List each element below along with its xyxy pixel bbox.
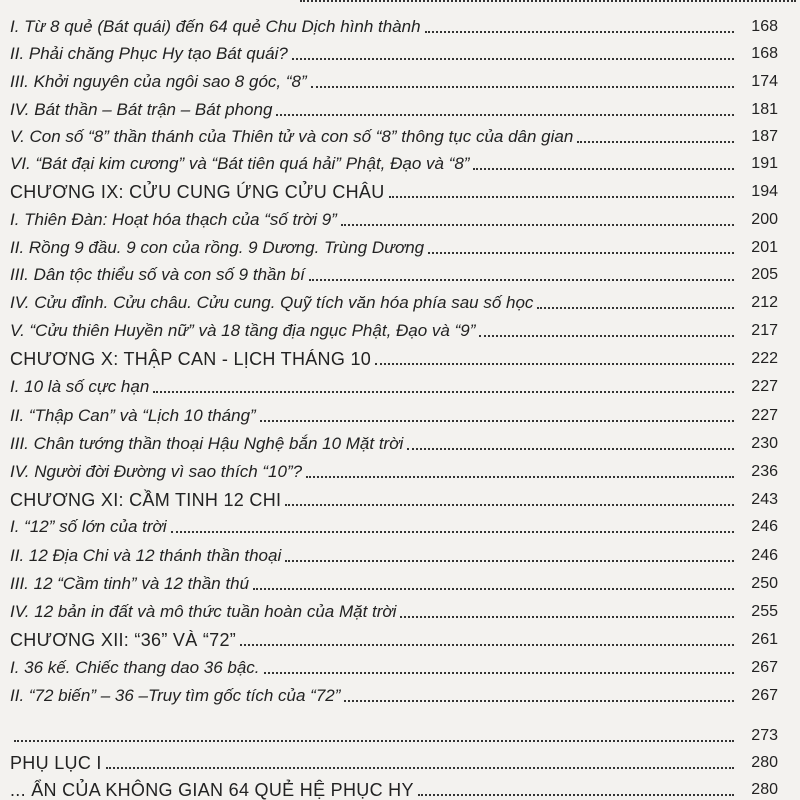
toc-entry-title: I. 10 là số cực hạn bbox=[10, 377, 150, 396]
toc-entry-title: I. “12” số lớn của trời bbox=[10, 517, 167, 536]
toc-section-row bbox=[0, 38, 800, 64]
toc-section-row bbox=[0, 94, 800, 120]
toc-entry-title: II. Rồng 9 đầu. 9 con của rồng. 9 Dương. Trùng Dương bbox=[10, 238, 425, 257]
toc-entry-title: VI. “Bát đại kim cương” và “Bát tiên quá hải” Phật, Đạo và “8” bbox=[10, 154, 470, 173]
dot-leader bbox=[577, 141, 734, 143]
toc-entry-title: I. 36 kế. Chiếc thang dao 36 bậc. bbox=[10, 658, 260, 677]
toc-page-number: 205 bbox=[751, 266, 778, 283]
toc-entry-title: PHỤ LỤC I bbox=[10, 753, 102, 773]
toc-section-row bbox=[0, 371, 800, 397]
toc-section-row bbox=[0, 315, 800, 341]
toc-page-number: 181 bbox=[751, 101, 778, 118]
toc-page-number: 255 bbox=[751, 603, 778, 620]
dot-leader bbox=[306, 476, 734, 478]
toc-section-row bbox=[0, 11, 800, 37]
dot-leader bbox=[428, 252, 734, 254]
toc-page-number: 201 bbox=[751, 239, 778, 256]
toc-page-number: 174 bbox=[751, 73, 778, 90]
toc-page-number: 168 bbox=[751, 45, 778, 62]
toc-section-row bbox=[0, 680, 800, 706]
dot-leader bbox=[311, 86, 734, 88]
toc-section-row bbox=[0, 259, 800, 285]
toc-page-number: 273 bbox=[751, 727, 778, 744]
dot-leader bbox=[292, 58, 734, 60]
toc-page-number: 246 bbox=[751, 547, 778, 564]
toc-section-row bbox=[0, 204, 800, 230]
toc-entry-title: CHƯƠNG IX: CỬU CUNG ỨNG CỬU CHÂU bbox=[10, 182, 385, 202]
dot-leader bbox=[171, 531, 734, 533]
toc-page-number: 227 bbox=[751, 378, 778, 395]
toc-section-row bbox=[0, 400, 800, 426]
toc-page-number: 280 bbox=[751, 781, 778, 798]
toc-entry-title: II. Phải chăng Phục Hy tạo Bát quái? bbox=[10, 44, 288, 63]
dot-leader bbox=[106, 767, 734, 769]
dot-leader bbox=[285, 560, 734, 562]
toc-entry-title: I. Thiên Đàn: Hoạt hóa thạch của “số trời 9” bbox=[10, 210, 337, 229]
toc-entry-title: CHƯƠNG XII: “36” VÀ “72” bbox=[10, 630, 237, 650]
toc-entry-title: IV. Bát thần – Bát trận – Bát phong bbox=[10, 100, 273, 119]
dot-leader bbox=[473, 168, 734, 170]
toc-page-number: 250 bbox=[751, 575, 778, 592]
toc-entry-title: V. Con số “8” thần thánh của Thiên tử và con số “8” thông tục của dân gian bbox=[10, 127, 574, 146]
toc-entry-title: IV. Người đời Đường vì sao thích “10”? bbox=[10, 462, 303, 481]
toc-entry-title: V. “Cửu thiên Huyền nữ” và 18 tầng địa ngục Phật, Đạo và “9” bbox=[10, 321, 476, 340]
toc-page-number: 261 bbox=[751, 631, 778, 648]
dot-leader bbox=[300, 0, 796, 2]
toc-chapter-row bbox=[0, 774, 800, 800]
toc-page-number: 230 bbox=[751, 435, 778, 452]
dot-leader bbox=[14, 740, 734, 742]
toc-page-number: 243 bbox=[751, 491, 778, 508]
toc-page-number: 217 bbox=[751, 322, 778, 339]
toc-page-number: 267 bbox=[751, 687, 778, 704]
toc-section-row bbox=[0, 540, 800, 566]
dot-leader bbox=[389, 196, 734, 198]
toc-section-row bbox=[0, 652, 800, 678]
toc-page-number: 168 bbox=[751, 18, 778, 35]
dot-leader bbox=[407, 448, 734, 450]
toc-entry-title: CHƯƠNG X: THẬP CAN - LỊCH THÁNG 10 bbox=[10, 349, 372, 369]
dot-leader bbox=[260, 420, 734, 422]
toc-section-row bbox=[0, 148, 800, 174]
toc-section-row bbox=[0, 596, 800, 622]
toc-section-row bbox=[0, 428, 800, 454]
dot-leader bbox=[375, 363, 734, 365]
toc-entry-title: I. Từ 8 quẻ (Bát quái) đến 64 quẻ Chu Dịch hình thành bbox=[10, 17, 421, 36]
toc-entry-title: III. 12 “Cầm tinh” và 12 thần thú bbox=[10, 574, 250, 593]
cut-off-header bbox=[0, 0, 800, 6]
toc-page-number: 187 bbox=[751, 128, 778, 145]
dot-leader bbox=[309, 279, 734, 281]
dot-leader bbox=[276, 114, 734, 116]
toc-entry-title: II. 12 Địa Chi và 12 thánh thần thoại bbox=[10, 546, 282, 565]
toc-page-number: 267 bbox=[751, 659, 778, 676]
dot-leader bbox=[285, 504, 734, 506]
toc-section-row bbox=[0, 511, 800, 537]
dot-leader bbox=[240, 644, 734, 646]
toc-section-row bbox=[0, 568, 800, 594]
toc-entry-title: III. Khởi nguyên của ngôi sao 8 góc, “8” bbox=[10, 72, 307, 91]
dot-leader bbox=[153, 391, 734, 393]
toc-entry-title: II. “72 biến” – 36 –Truy tìm gốc tích của “72” bbox=[10, 686, 341, 705]
toc-page-number: 236 bbox=[751, 463, 778, 480]
dot-leader bbox=[479, 335, 734, 337]
toc-entry-title: II. “Thập Can” và “Lịch 10 tháng” bbox=[10, 406, 256, 425]
toc-chapter-row bbox=[0, 747, 800, 773]
toc-section-row bbox=[0, 720, 800, 746]
toc-entry-title: III. Dân tộc thiểu số và con số 9 thần bí bbox=[10, 265, 305, 284]
toc-entry-title: CHƯƠNG XI: CẦM TINH 12 CHI bbox=[10, 490, 282, 510]
dot-leader bbox=[400, 616, 734, 618]
toc-section-row bbox=[0, 66, 800, 92]
toc-page-number: 191 bbox=[751, 155, 778, 172]
toc-page-number: 212 bbox=[751, 294, 778, 311]
dot-leader bbox=[253, 588, 734, 590]
toc-page-number: 246 bbox=[751, 518, 778, 535]
dot-leader bbox=[425, 31, 734, 33]
toc-page-number: 200 bbox=[751, 211, 778, 228]
toc-chapter-row bbox=[0, 343, 800, 369]
toc-section-row bbox=[0, 232, 800, 258]
toc-page-number: 227 bbox=[751, 407, 778, 424]
toc-entry-title: III. Chân tướng thần thoại Hậu Nghệ bắn 10 Mặt trời bbox=[10, 434, 404, 453]
toc-page-number: 222 bbox=[751, 350, 778, 367]
toc-chapter-row bbox=[0, 624, 800, 650]
dot-leader bbox=[264, 672, 734, 674]
toc-chapter-row bbox=[0, 484, 800, 510]
toc-entry-title: IV. 12 bản in đất và mô thức tuần hoàn của Mặt trời bbox=[10, 602, 397, 621]
toc-section-row bbox=[0, 287, 800, 313]
dot-leader bbox=[418, 794, 734, 796]
dot-leader bbox=[341, 224, 734, 226]
dot-leader bbox=[537, 307, 734, 309]
dot-leader bbox=[344, 700, 734, 702]
toc-entry-title: ... ẨN CỦA KHÔNG GIAN 64 QUẺ HỆ PHỤC HY bbox=[10, 780, 414, 800]
toc-section-row bbox=[0, 121, 800, 147]
toc-page-number: 194 bbox=[751, 183, 778, 200]
toc-section-row bbox=[0, 456, 800, 482]
toc-page-number: 280 bbox=[751, 754, 778, 771]
toc-entry-title: IV. Cửu đỉnh. Cửu châu. Cửu cung. Quỹ tích văn hóa phía sau số học bbox=[10, 293, 534, 312]
toc-chapter-row bbox=[0, 176, 800, 202]
